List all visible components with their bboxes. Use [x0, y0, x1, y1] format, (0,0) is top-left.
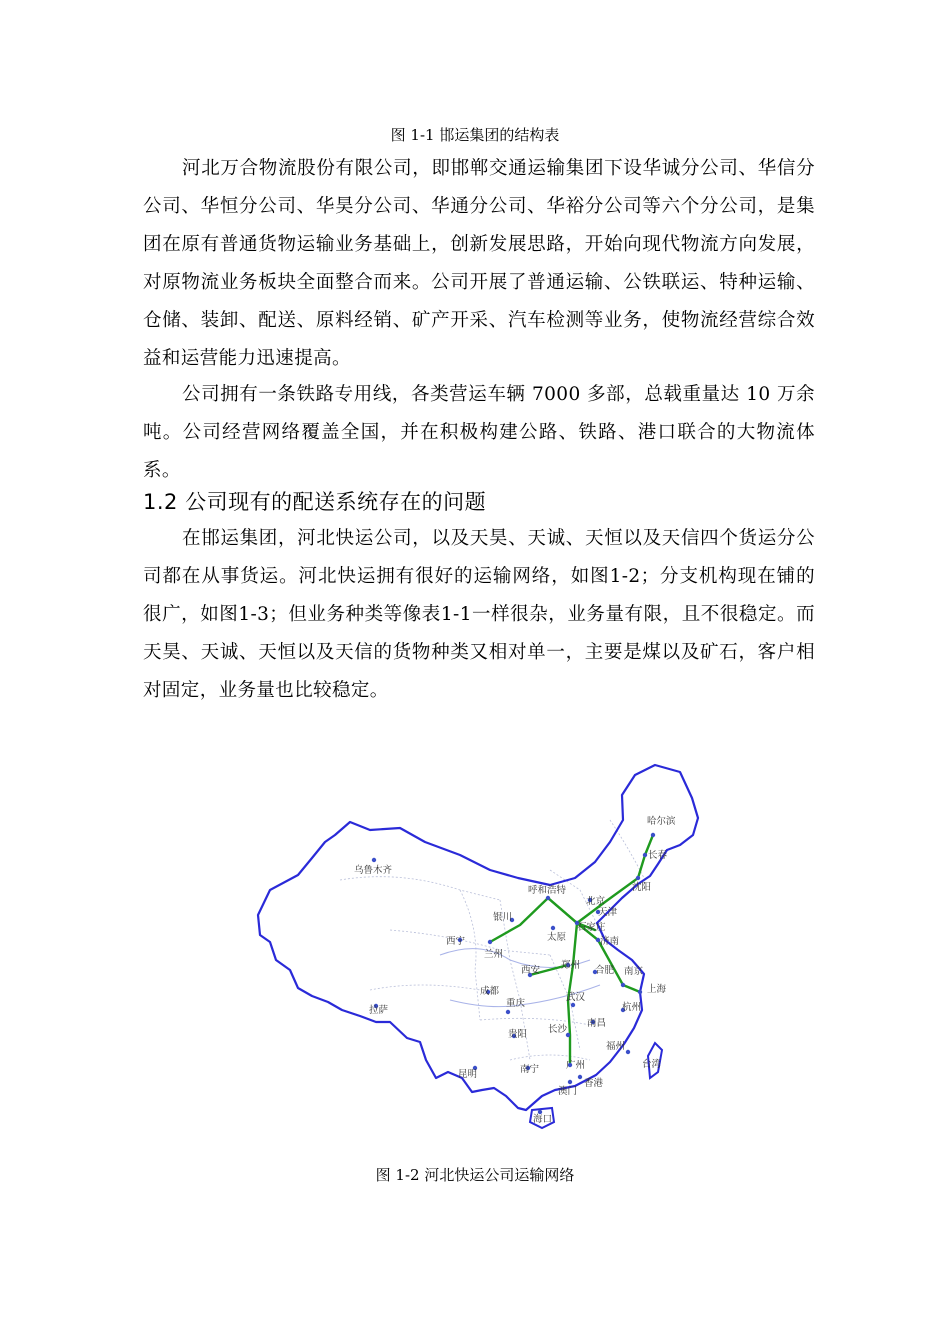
city-label-wuhan: 武汉	[566, 992, 586, 1003]
city-label-chengdu: 成都	[480, 986, 500, 997]
city-label-fuzhou: 福州	[606, 1041, 626, 1052]
city-label-nanchang: 南昌	[587, 1018, 607, 1029]
city-label-taiyuan: 太原	[547, 932, 567, 943]
city-label-xian: 西安	[521, 965, 541, 976]
city-label-jinan: 济南	[600, 936, 620, 947]
city-label-nanning: 南宁	[520, 1064, 540, 1075]
city-label-urumqi: 乌鲁木齐	[354, 865, 393, 876]
city-label-nanjing: 南京	[624, 966, 644, 977]
city-label-shenyang: 沈阳	[632, 882, 652, 893]
city-label-zhengzhou: 郑州	[561, 960, 581, 971]
city-label-lhasa: 拉萨	[369, 1005, 389, 1016]
paragraph-company-assets: 公司拥有一条铁路专用线，各类营运车辆 7000 多部，总载重量达 10 万余吨。公司经营网络覆盖全国，并在积极构建公路、铁路、港口联合的大物流体系。	[143, 384, 815, 481]
city-label-xining: 西宁	[446, 936, 466, 947]
country-border	[258, 765, 698, 1110]
city-label-tianjin: 天津	[598, 907, 618, 918]
city-label-hangzhou: 杭州	[622, 1002, 642, 1013]
city-label-beijing: 北京	[586, 896, 606, 907]
city-label-lanzhou: 兰州	[484, 949, 504, 960]
paragraph-company-intro: 河北万合物流股份有限公司，即邯郸交通运输集团下设华诚分公司、华信分公司、华恒分公司、华昊分公司、华通分公司、华裕分公司等六个分公司，是集团在原有普通货物运输业务基础上，创新发展思路，开始向现代物流方向发展，对原物流业务板块全面整合而来。公司开展了普通运输、公铁联运、特种运输、仓储、装卸、配送、原料经销、矿产开采、汽车检测等业务，使物流经营综合效益和运营能力迅速提高。	[143, 158, 815, 369]
city-label-shanghai: 上海	[647, 984, 667, 995]
city-label-changsha: 长沙	[548, 1024, 568, 1035]
city-label-kunming: 昆明	[458, 1069, 478, 1080]
paragraph-problems: 在邯运集团，河北快运公司，以及天昊、天诚、天恒以及天信四个货运分公司都在从事货运。河北快运拥有很好的运输网络，如图1-2；分支机构现在铺的很广，如图1-3；但业务种类等像表1-1一样很杂，业务量有限，且不很稳定。而天昊、天诚、天恒以及天信的货物种类又相对单一，主要是煤以及矿石，客户相对固定，业务量也比较稳定。	[143, 528, 815, 701]
city-label-hohhot: 呼和浩特	[528, 885, 567, 896]
figure-2-caption: 图 1-2 河北快运公司运输网络	[375, 1166, 575, 1184]
city-label-chongqing: 重庆	[506, 998, 526, 1009]
city-label-yinchuan: 银川	[493, 912, 513, 923]
city-label-shijiazhuang: 石家庄	[577, 922, 606, 933]
city-label-taipei: 台湾	[642, 1059, 662, 1070]
city-label-guiyang: 贵阳	[508, 1029, 528, 1040]
figure-1-caption: 图 1-1 邯运集团的结构表	[390, 126, 560, 144]
city-label-haikou: 海口	[533, 1114, 553, 1125]
city-label-hongkong: 香港	[584, 1078, 604, 1089]
section-heading: 1.2 公司现有的配送系统存在的问题	[143, 490, 487, 514]
transport-network-map	[250, 760, 710, 1140]
city-label-harbin: 哈尔滨	[647, 816, 676, 827]
city-label-hefei: 合肥	[595, 965, 615, 976]
city-label-macau: 澳门	[558, 1086, 578, 1097]
city-label-changchun: 长春	[648, 850, 668, 861]
city-label-guangzhou: 广州	[566, 1060, 586, 1071]
